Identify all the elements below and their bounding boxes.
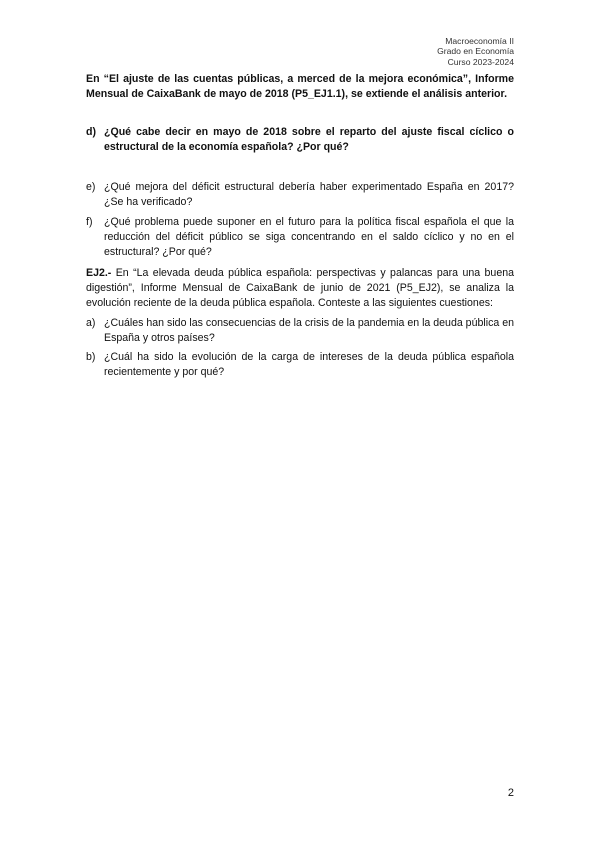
question-text: ¿Cuáles han sido las consecuencias de la crisis de la pandemia en la deuda pública en España y otros países? xyxy=(104,317,514,344)
question-text: ¿Qué mejora del déficit estructural debería haber experimentado España en 2017? ¿Se ha verificado? xyxy=(104,181,514,208)
header-course: Macroeconomía II xyxy=(445,36,514,46)
question-f xyxy=(86,215,514,260)
exercise-2-text: En “La elevada deuda pública española: perspectivas y palancas para una buena digestión”, Informe Mensual de CaixaBank de junio de 2021 (P5_EJ2), se analiza la evolución reciente de la deuda pública española. Conteste a las siguientes cuestiones: xyxy=(86,267,514,309)
question-text: ¿Cuál ha sido la evolución de la carga de intereses de la deuda pública española recientemente y por qué? xyxy=(104,351,514,378)
question-b xyxy=(86,350,514,380)
question-label: a) xyxy=(86,317,96,329)
question-text: ¿Qué cabe decir en mayo de 2018 sobre el reparto del ajuste fiscal cíclico o estructural de la economía española? ¿Por qué? xyxy=(104,126,514,153)
question-text: ¿Qué problema puede suponer en el futuro para la política fiscal española el que la reducción del déficit público se siga concentrando en el saldo cíclico y no en el estructural? ¿Por qué? xyxy=(104,216,514,258)
question-a xyxy=(86,316,514,346)
intro-paragraph: En “El ajuste de las cuentas públicas, a merced de la mejora económica”, Informe Mensual de CaixaBank de mayo de 2018 (P5_EJ1.1), se extiende el análisis anterior. xyxy=(86,73,514,100)
question-e xyxy=(86,180,514,210)
exercise-2-paragraph xyxy=(86,266,514,311)
exercise-2-heading: EJ2.- xyxy=(86,267,112,279)
question-label: d) xyxy=(86,126,96,138)
page-number: 2 xyxy=(507,787,514,799)
question-label: e) xyxy=(86,181,96,193)
header-degree: Grado en Economía xyxy=(437,46,514,57)
question-label: b) xyxy=(86,351,96,363)
header-year: Curso 2023-2024 xyxy=(447,56,514,67)
page-header xyxy=(437,36,514,67)
question-d xyxy=(86,125,514,155)
question-label: f) xyxy=(86,216,93,228)
